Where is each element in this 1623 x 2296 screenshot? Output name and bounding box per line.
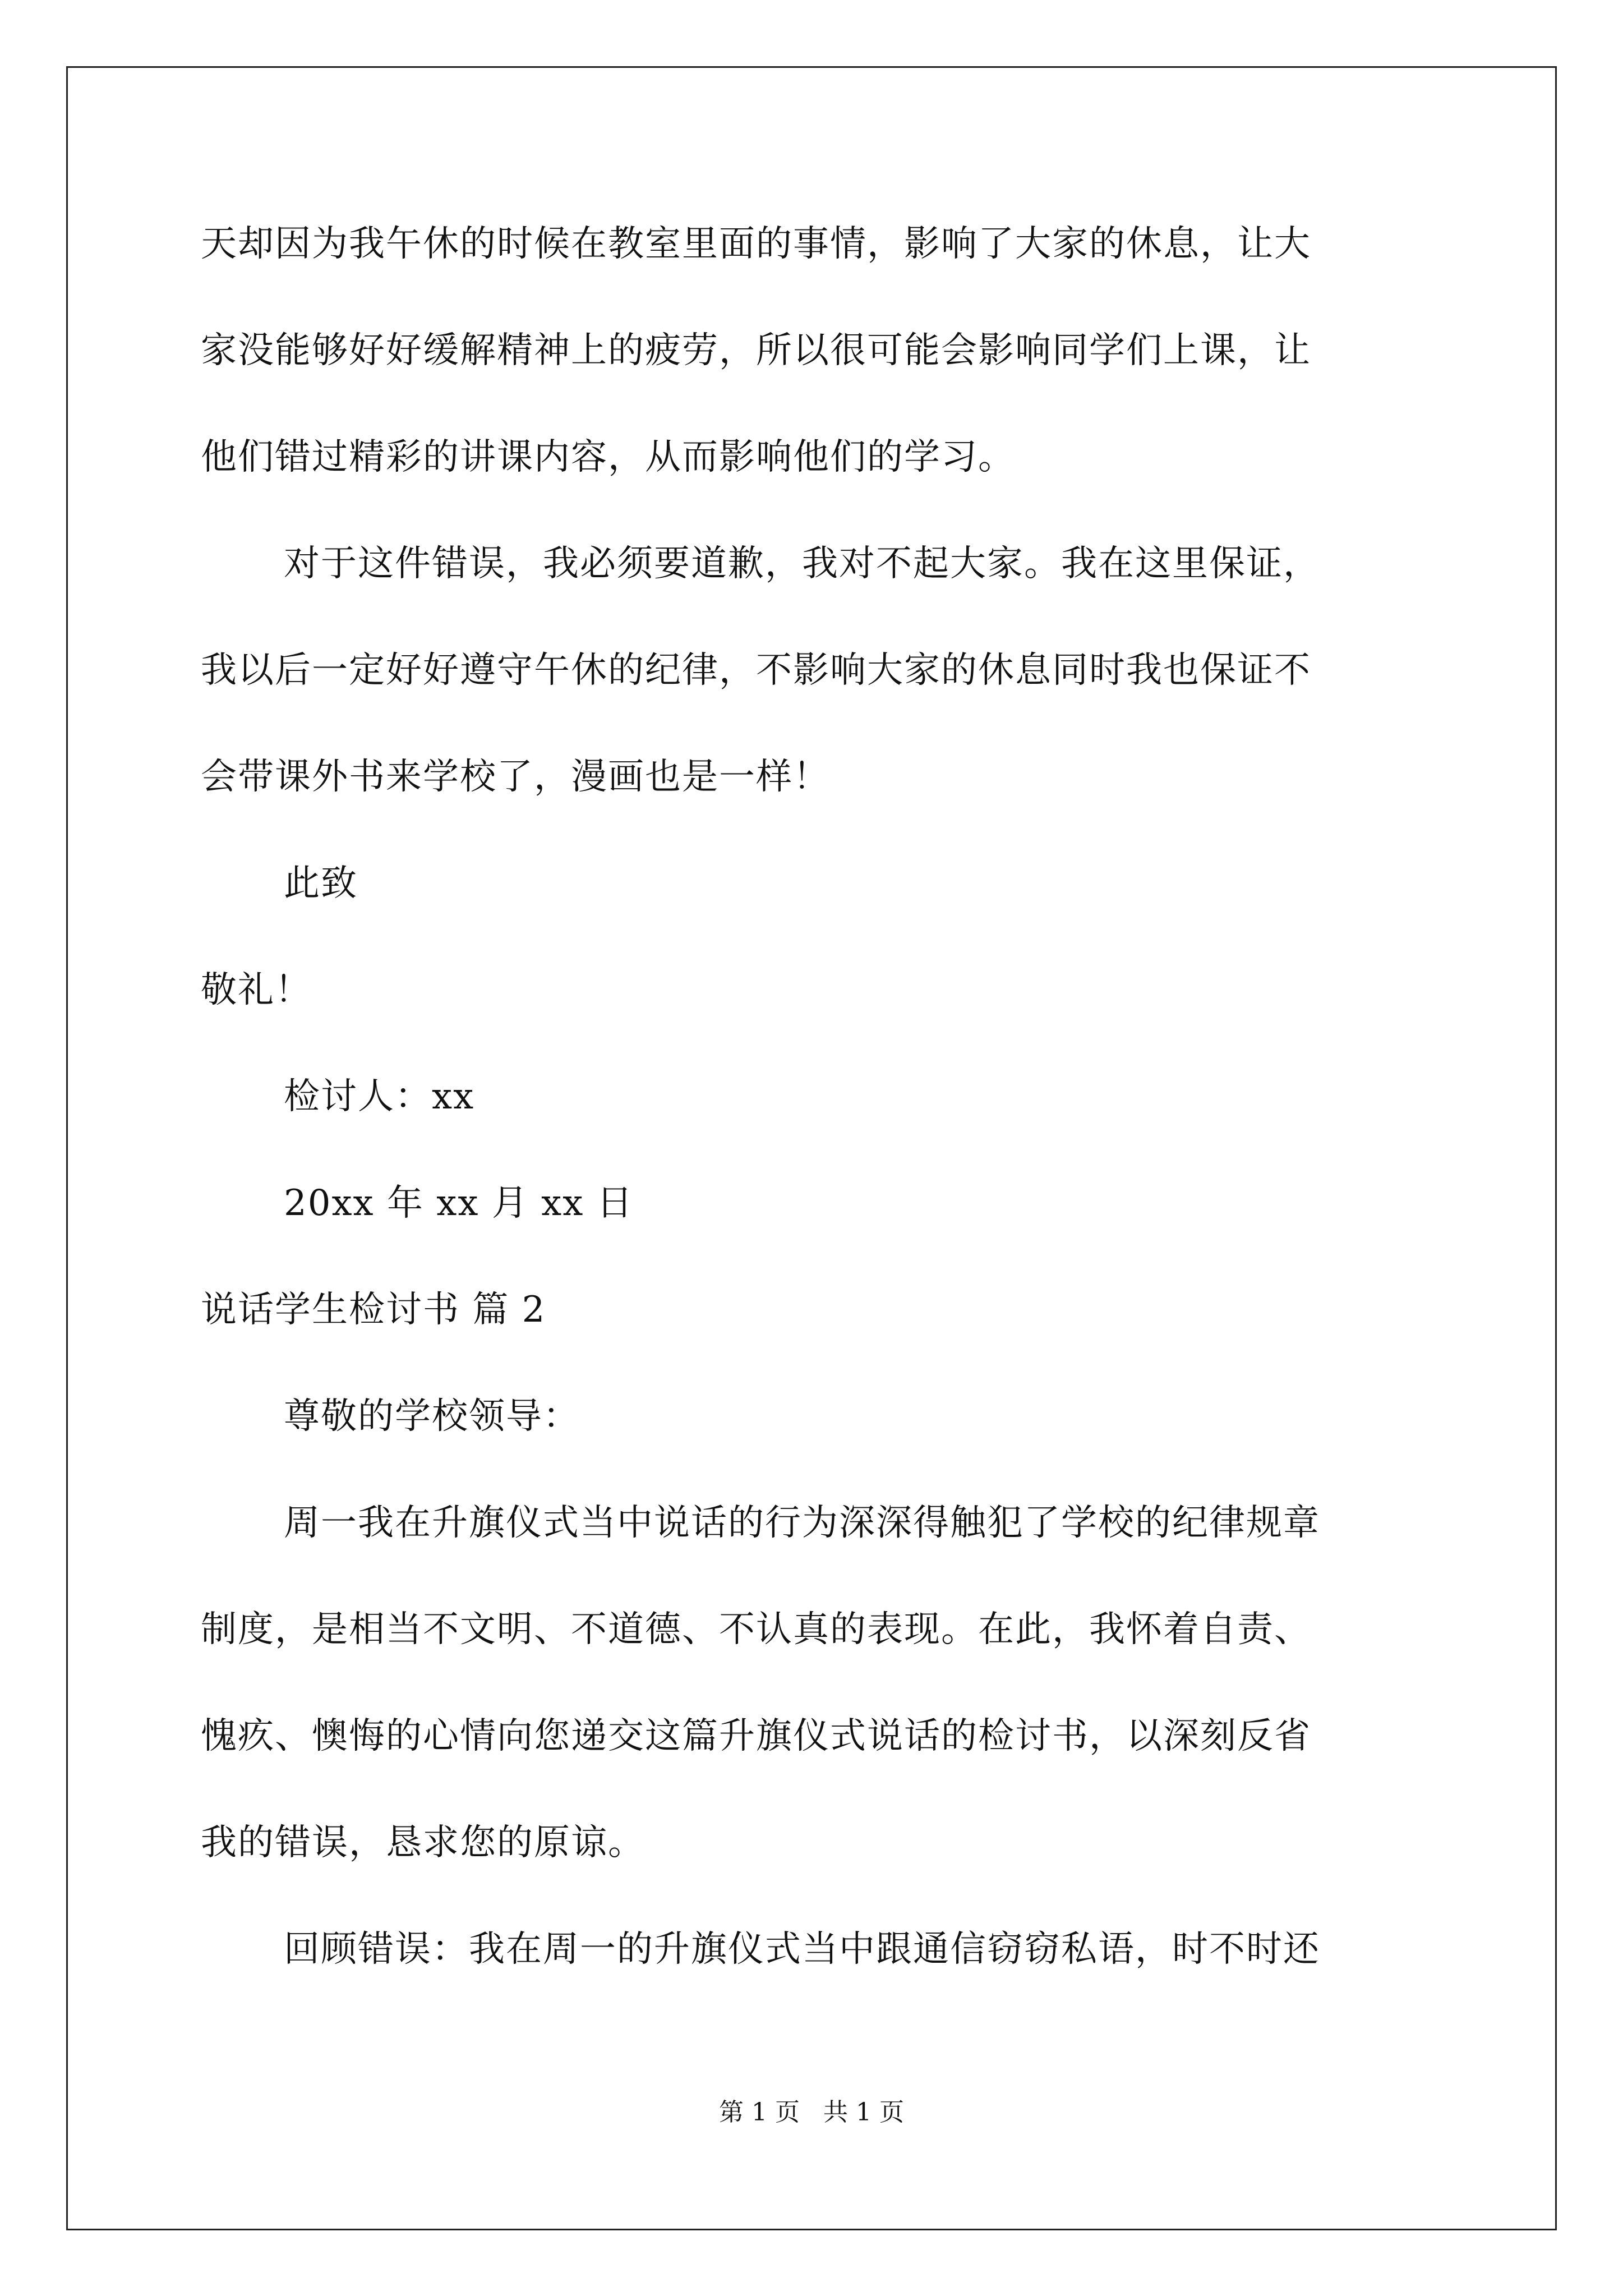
text-line: 对于这件错误，我必须要道歉，我对不起大家。我在这里保证， <box>284 543 1320 585</box>
salutation-line: 此致 <box>284 863 358 904</box>
greeting-line: 尊敬的学校领导： <box>284 1396 580 1437</box>
section-heading: 说话学生检讨书 篇 2 <box>201 1289 546 1331</box>
text-line: 天却因为我午休的时候在教室里面的事情，影响了大家的休息，让大 <box>201 223 1311 265</box>
text-line: 我以后一定好好遵守午休的纪律，不影响大家的休息同时我也保证不 <box>201 650 1311 691</box>
text-line: 他们错过精彩的讲课内容，从而影响他们的学习。 <box>201 436 1015 478</box>
text-line: 周一我在升旗仪式当中说话的行为深深得触犯了学校的纪律规章 <box>284 1502 1320 1544</box>
page-footer: 第 1 页 共 1 页 <box>719 2098 904 2127</box>
salutation-line: 敬礼！ <box>201 969 312 1011</box>
page-border <box>66 66 1557 2230</box>
signature-line: 检讨人：xx <box>284 1076 475 1117</box>
date-line: 20xx 年 xx 月 xx 日 <box>284 1182 634 1224</box>
text-line: 我的错误，恳求您的原谅。 <box>201 1822 645 1864</box>
text-line: 会带课外书来学校了，漫画也是一样！ <box>201 756 830 798</box>
text-line: 家没能够好好缓解精神上的疲劳，所以很可能会影响同学们上课，让 <box>201 330 1311 371</box>
text-line: 回顾错误：我在周一的升旗仪式当中跟通信窃窃私语，时不时还 <box>284 1929 1320 1970</box>
text-line: 愧疚、懊悔的心情向您递交这篇升旗仪式说话的检讨书，以深刻反省 <box>201 1715 1311 1757</box>
text-line: 制度，是相当不文明、不道德、不认真的表现。在此，我怀着自责、 <box>201 1609 1311 1650</box>
